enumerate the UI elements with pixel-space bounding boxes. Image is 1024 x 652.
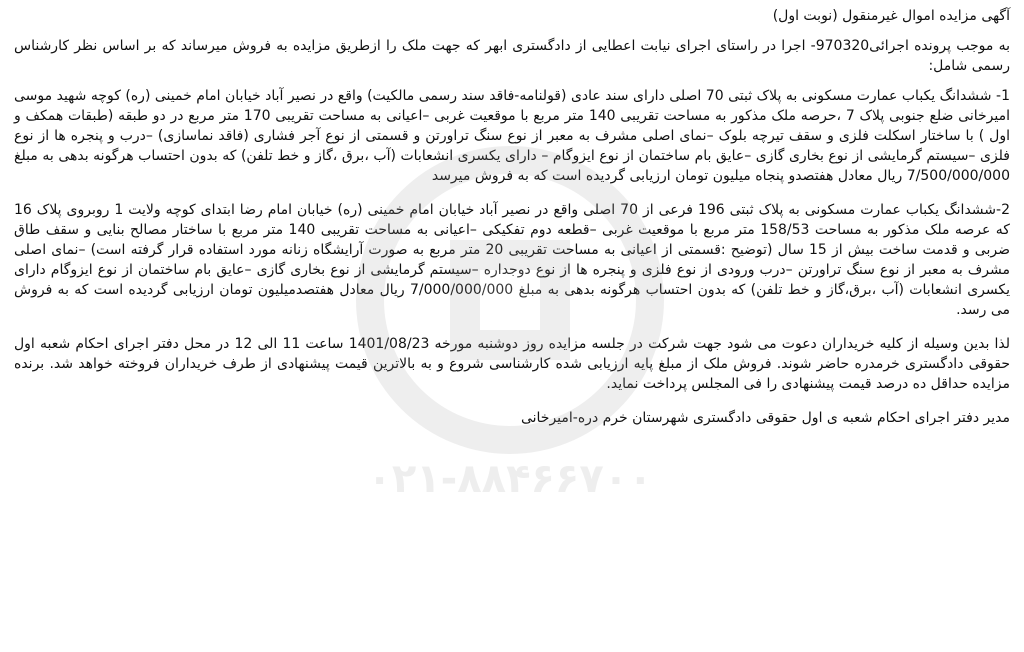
watermark-phone: ۰۲۱-۸۸۴۶۶۷۰۰ bbox=[367, 456, 653, 502]
property-item-2: 2-ششدانگ یکباب عمارت مسکونی به پلاک ثبتی 196 فرعی از 70 اصلی واقع در نصیر آباد خیابان امام خمینی (ره) خیابان امام رضا ابتدای کوچه ولایت 1 روبروی پلاک 16 که عرصه ملک مذکور به مساحت 158/53 متر مربع با موقعیت غربی –قطعه دوم تفکیکی –اعیانی به مساحت تقریبی 140 متر مربع با ساختار مصالح بنایی و سقف طاق ضربی و قدمت ساخت بیش از 15 سال (توضیح :قسمتی از اعیانی به مساحت تقریبی 20 متر مربع به صورت آرایشگاه زنانه مورد استفاده قرار گرفته است) –نمای اصلی مشرف به معبر از نوع سنگ تراورتن –درب ورودی از نوع فلزی و پنجره ها از نوع دوجداره –سیستم گرمایشی از نوع بخاری گازی –عایق بام ساختمان از نوع ایزوگام دارای یکسری انشعابات (آب ،برق،گاز و خط تلفن) که بدون احتساب هرگونه بدهی به مبلغ 7/000/000/000 ریال معادل هفتصدمیلیون تومان ارزیابی گردیده است که به فروش می رسد. bbox=[14, 202, 1011, 318]
signature-line: مدیر دفتر اجرای احکام شعبه ی اول حقوقی دادگستری شهرستان خرم دره-امیرخانی bbox=[520, 410, 1010, 426]
watermark-logo bbox=[330, 130, 690, 510]
property-item-1: 1- ششدانگ یکباب عمارت مسکونی به پلاک ثبتی 70 اصلی دارای سند عادی (قولنامه-فاقد سند رسمی مالکیت) واقع در نصیر آباد خیابان امام خمینی (ره) کوچه شهید موسی امیرخانی ضلع جنوبی پلاک 7 ،حرصه ملک مذکور به مساحت تقریبی 140 متر مربع با موقعیت غربی –اعیانی به مساحت تقریبی 170 متر مربع در دو طبقه (طبقات همکف و اول ) با ساختار اسکلت فلزی و سقف تیرچه بلوک –نمای اصلی مشرف به معبر از نوع سنگ تراورتن و قسمتی از نوع آجر فشاری (فاقد نماسازی) –درب و پنجره ها از نوع فلزی –سیستم گرمایشی از نوع بخاری گازی –عایق بام ساختمان از نوع ایزوگام – دارای یکسری انشعابات (آب ،برق ،گاز و خط تلفن) که بدون احتساب هرگونه بدهی به مبلغ 7/500/000/000 ریال معادل هفتصدو پنجاه میلیون تومان ارزیابی گردیده است که به فروش میرسد bbox=[14, 88, 1010, 184]
auction-invitation: لذا بدین وسیله از کلیه خریداران دعوت می شود جهت شرکت در جلسه مزایده روز دوشنبه مورخه 1401/08/23 ساعت 11 الی 12 در محل دفتر اجرای احکام شعبه اول حقوقی دادگستری خرمدره حاضر شوند. فروش ملک از مبلغ پایه ارزیابی شده کارشناسی شروع و به بالاترین قیمت پیشنهادی از طرف خریداران فروخته خواهد شد. برنده مزایده حداقل ده درصد قیمت پیشنهادی را فی المجلس پرداخت نماید. bbox=[14, 336, 1010, 392]
notice-title: آگهی مزایده اموال غیرمنقول (نوبت اول) bbox=[772, 8, 1010, 24]
notice-intro: به موجب پرونده اجرائی970320- اجرا در راستای اجرای نیابت اعطایی از دادگستری ابهر که جهت ملک را ازطریق مزایده به فروش میرساند که بر اساس نظر کارشناس رسمی شامل: bbox=[14, 38, 1010, 74]
